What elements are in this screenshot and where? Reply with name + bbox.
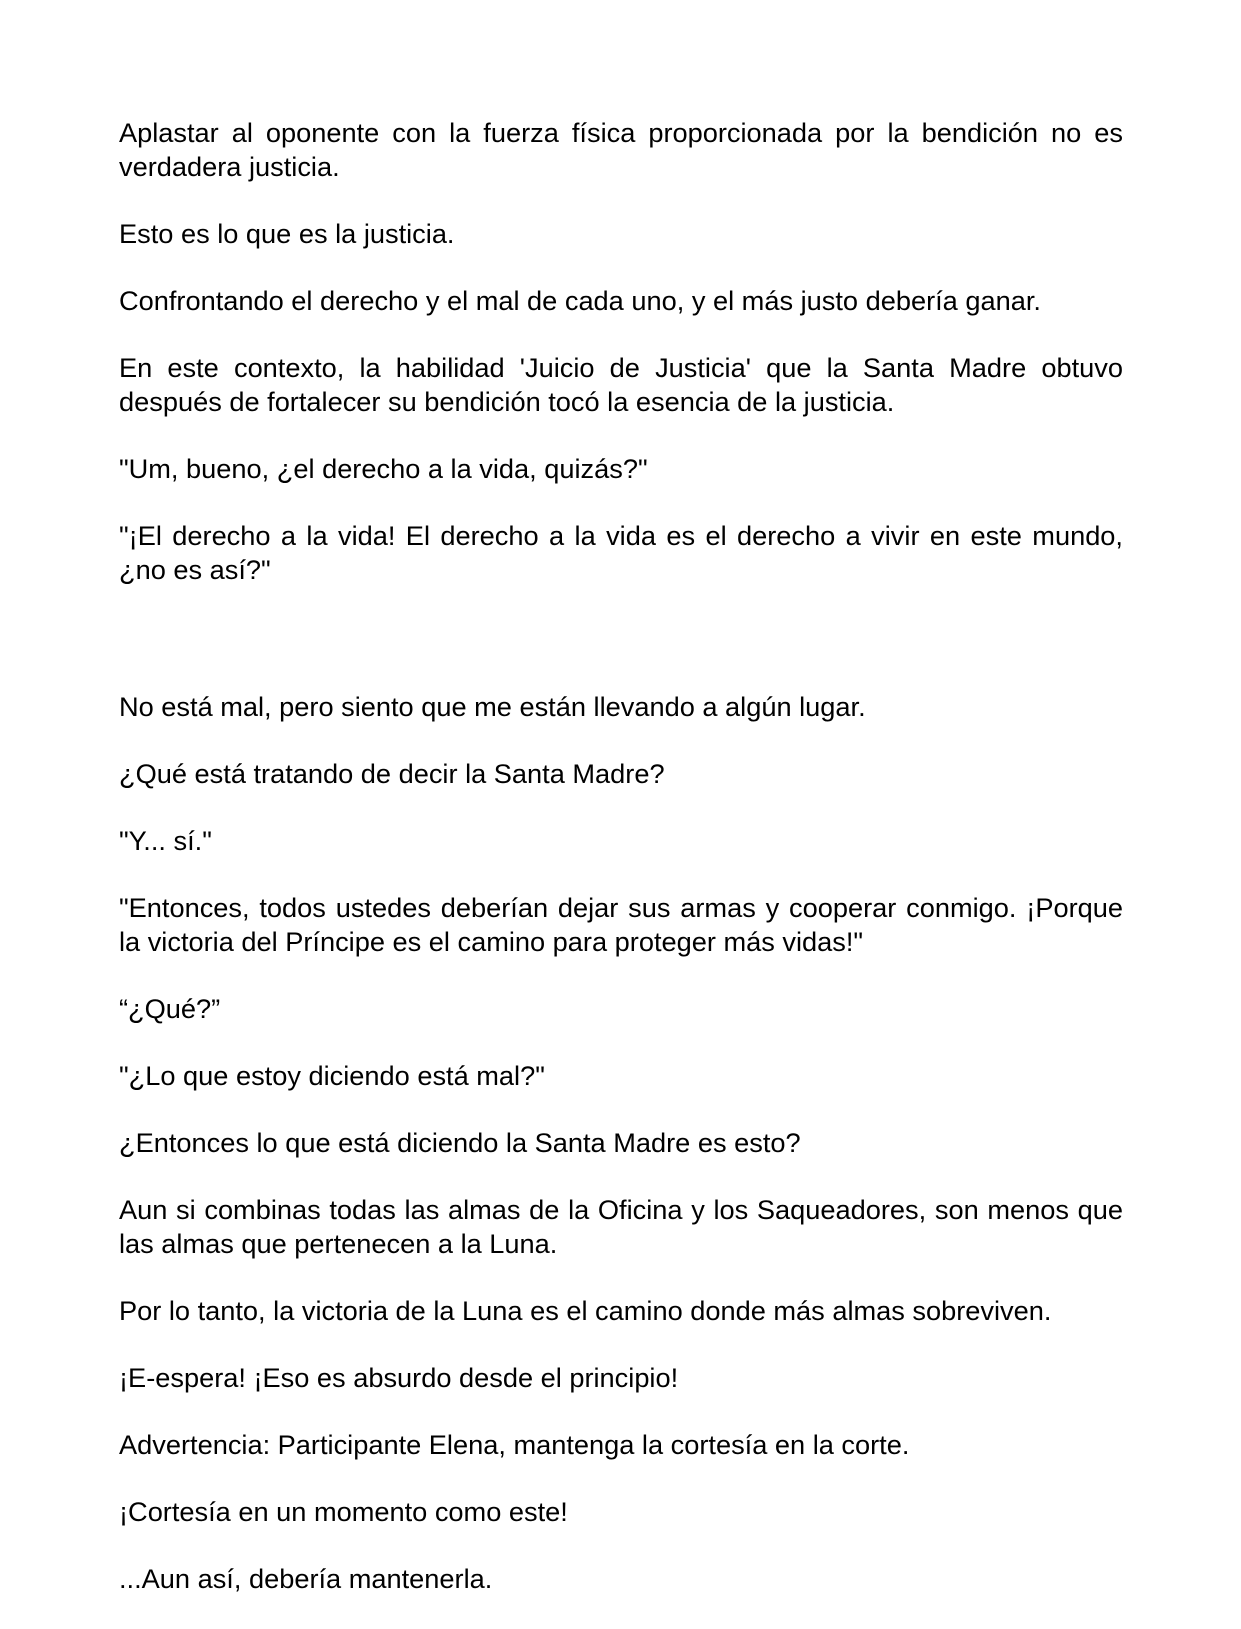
paragraph: Advertencia: Participante Elena, mantenga la cortesía en la corte. — [119, 1429, 910, 1460]
paragraph: ¿Qué está tratando de decir la Santa Madre? — [119, 758, 665, 789]
paragraph: "Y... sí." — [119, 825, 212, 856]
paragraph: Confrontando el derecho y el mal de cada uno, y el más justo debería ganar. — [119, 285, 1041, 316]
paragraph: "Um, bueno, ¿el derecho a la vida, quizás?" — [119, 453, 648, 484]
paragraph: Por lo tanto, la victoria de la Luna es el camino donde más almas sobreviven. — [119, 1295, 1052, 1326]
paragraph: “¿Qué?” — [119, 993, 221, 1024]
document-body — [119, 116, 1123, 1629]
paragraph: En este contexto, la habilidad 'Juicio de Justicia' que la Santa Madre obtuvo después de fortalecer su bendición tocó la esencia de la justicia. — [119, 352, 1123, 417]
paragraph: "Entonces, todos ustedes deberían dejar sus armas y cooperar conmigo. ¡Porque la victoria del Príncipe es el camino para proteger más vidas!" — [119, 892, 1123, 957]
blank-spacer — [119, 620, 1123, 690]
paragraph: "¿Lo que estoy diciendo está mal?" — [119, 1060, 545, 1091]
paragraph: ¿Entonces lo que está diciendo la Santa Madre es esto? — [119, 1127, 801, 1158]
paragraph: "¡El derecho a la vida! El derecho a la vida es el derecho a vivir en este mundo, ¿no es así?" — [119, 520, 1123, 585]
paragraph: No está mal, pero siento que me están llevando a algún lugar. — [119, 691, 866, 722]
paragraph: Aun si combinas todas las almas de la Oficina y los Saqueadores, son menos que las almas que pertenecen a la Luna. — [119, 1194, 1123, 1259]
paragraph: ...Aun así, debería mantenerla. — [119, 1563, 493, 1594]
paragraph: Aplastar al oponente con la fuerza física proporcionada por la bendición no es verdadera justicia. — [119, 117, 1123, 182]
paragraph: Esto es lo que es la justicia. — [119, 218, 455, 249]
paragraph: ¡E-espera! ¡Eso es absurdo desde el principio! — [119, 1362, 679, 1393]
paragraph: ¡Cortesía en un momento como este! — [119, 1496, 568, 1527]
